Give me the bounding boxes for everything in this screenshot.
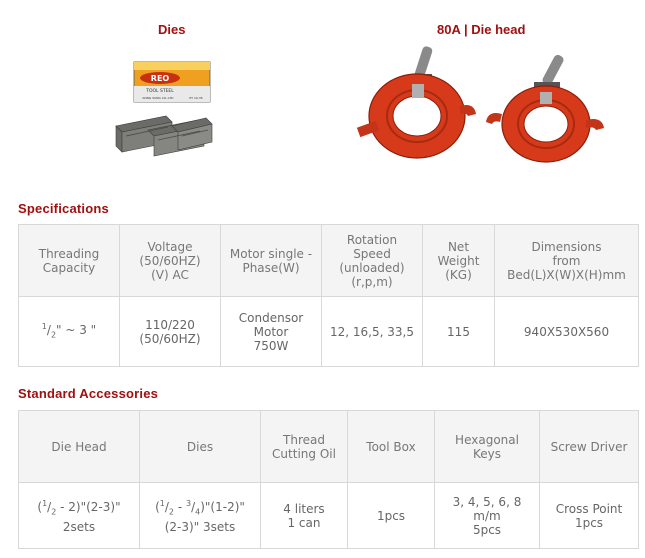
acc-header-keys: Hexagonal Keys (435, 411, 540, 483)
dies-sets: (2-3)" 3sets (164, 519, 236, 534)
spec-value-speed: 12, 16,5, 33,5 (322, 297, 423, 367)
acc-header-toolbox: Tool Box (348, 411, 435, 483)
acc-value-oil: 4 liters 1 can (261, 483, 348, 549)
dies-image (108, 56, 218, 160)
die-head-sets: 2sets (62, 519, 96, 534)
dies-rest: )"(1-2)" (200, 500, 245, 515)
dies-box-line1: TOOL STEEL (146, 89, 174, 94)
dies-prefix: ( (155, 500, 160, 515)
die-head-denominator: 2 (51, 507, 57, 517)
die-head-prefix: ( (37, 500, 43, 515)
spec-header-row (19, 225, 639, 297)
acc-value-dies: ($^1/_2$ - $^3/_4)"(1-2)$" (2-3)" 3sets (140, 483, 261, 549)
spec-value-capacity: $^1/_2$" ~ 3 " (19, 297, 120, 367)
spec-value-dimensions: 940X530X560 (495, 297, 639, 367)
die-head-caption: 80A | Die head (437, 22, 526, 37)
dies-denominator-2: 4 (195, 507, 201, 517)
spec-value-row (19, 297, 639, 367)
accessories-title: Standard Accessories (18, 386, 159, 401)
die-head-rest: - 2)"(2-3)" (56, 500, 121, 515)
capacity-numerator: 1 (41, 322, 47, 332)
dies-box-code: PT 10-35 (189, 96, 203, 100)
spec-value-weight: 115 (423, 297, 495, 367)
spec-header-capacity: Threading Capacity (19, 225, 120, 297)
acc-header-dies: Dies (140, 411, 261, 483)
spec-value-motor: Condensor Motor 750W (221, 297, 322, 367)
die-head-image-1 (352, 44, 482, 184)
specifications-table (18, 224, 639, 367)
spec-header-weight: Net Weight (KG) (423, 225, 495, 297)
acc-header-die-head: Die Head (19, 411, 140, 483)
capacity-rest: " ~ 3 " (56, 323, 97, 338)
spec-header-dimensions: Dimensions from Bed(L)X(W)X(H)mm (495, 225, 639, 297)
spec-value-voltage: 110/220 (50/60HZ) (120, 297, 221, 367)
acc-value-row (19, 483, 639, 549)
acc-header-oil: Thread Cutting Oil (261, 411, 348, 483)
dies-caption: Dies (158, 22, 186, 37)
accessories-table (18, 410, 639, 549)
dies-numerator-1: 1 (159, 499, 165, 509)
product-images-area (0, 0, 645, 190)
acc-value-keys: 3, 4, 5, 6, 8 m/m 5pcs (435, 483, 540, 549)
acc-value-toolbox: 1pcs (348, 483, 435, 549)
dies-denominator-1: 2 (168, 507, 175, 517)
spec-header-voltage: Voltage (50/60HZ) (V) AC (120, 225, 221, 297)
acc-header-screwdriver: Screw Driver (540, 411, 639, 483)
dies-box-maker: KONG SUNG CO.,LTD (142, 96, 174, 100)
acc-value-screwdriver: Cross Point 1pcs (540, 483, 639, 549)
spec-header-speed: Rotation Speed (unloaded) (r,p,m) (322, 225, 423, 297)
acc-value-die-head: ($^1/_2$ - 2)"(2-3)" 2sets (19, 483, 140, 549)
dies-numerator-2: 3 (185, 499, 192, 509)
dies-box-brand: REO (150, 74, 170, 83)
capacity-denominator: 2 (50, 330, 57, 340)
die-head-image-2 (482, 52, 612, 182)
specifications-title: Specifications (18, 201, 109, 216)
spec-header-motor: Motor single - Phase(W) (221, 225, 322, 297)
dies-mid: - (174, 500, 186, 515)
acc-header-row (19, 411, 639, 483)
die-head-numerator: 1 (42, 499, 48, 509)
